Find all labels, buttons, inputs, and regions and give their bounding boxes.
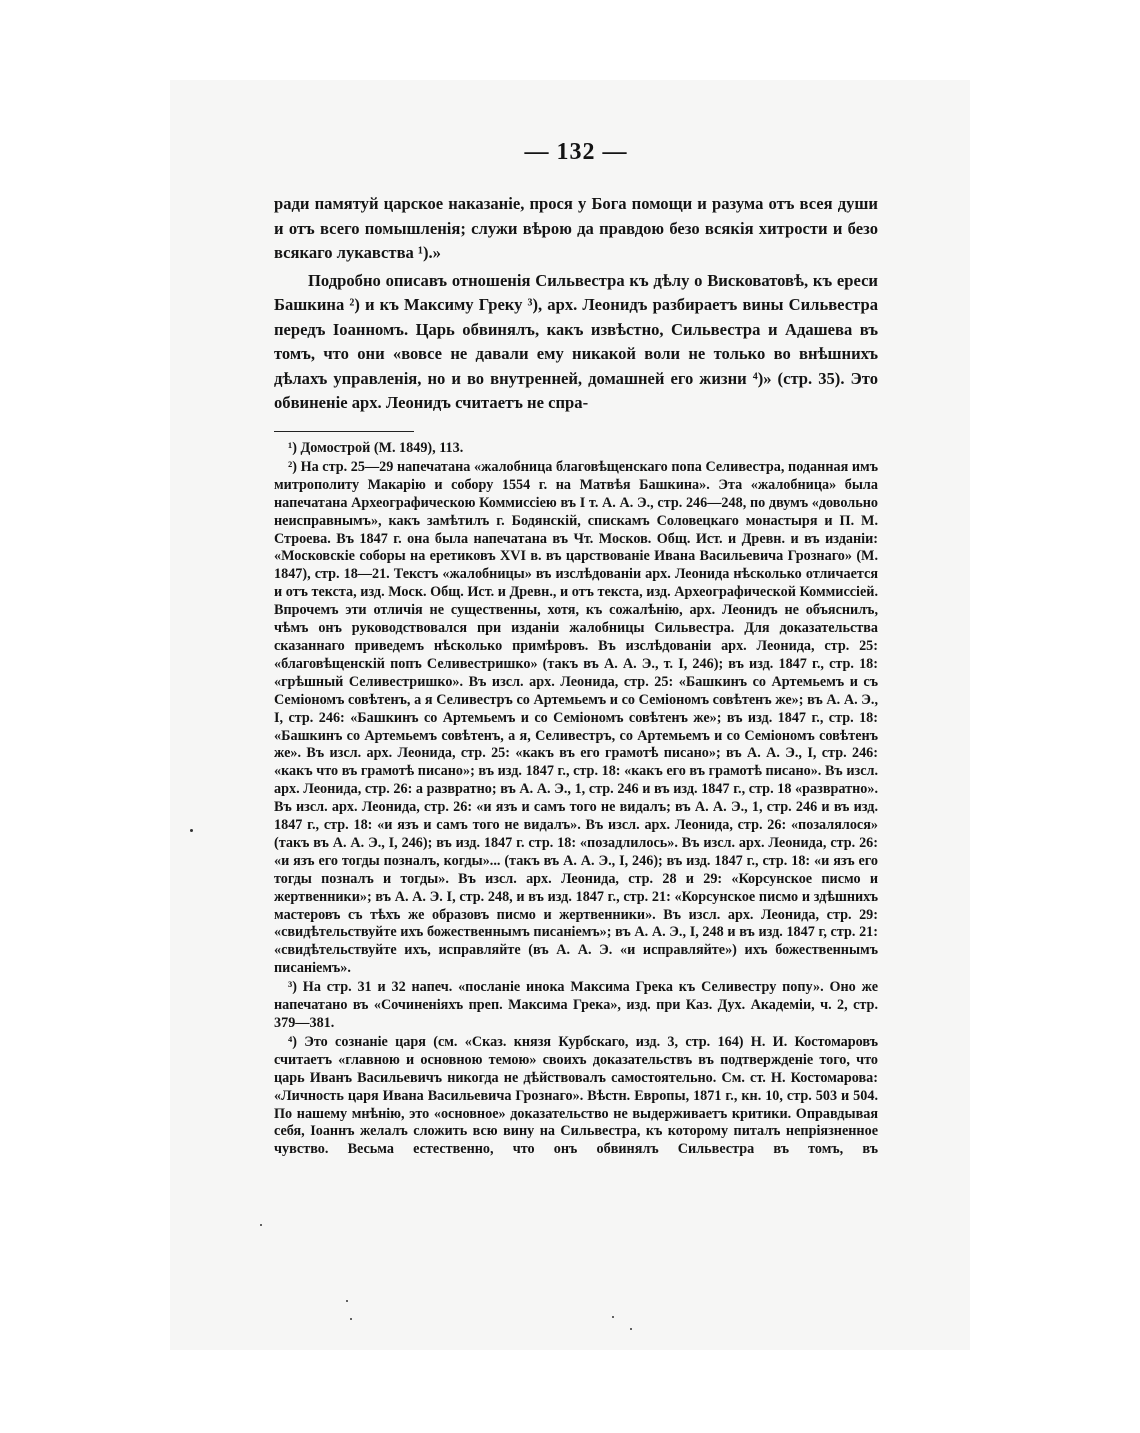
footnote-4: ⁴) Это сознаніе царя (см. «Сказ. князя Курбскаго, изд. 3, стр. 164) Н. И. Костомаровъ считаетъ «главною и основною темою» своихъ доказательствъ въ подтвержденіе того, что царь Иванъ Васильевичъ никогда не дѣйствовалъ самостоятельно. См. ст. Н. Костомарова: «Личность царя Ивана Васильевича Грознаго». Вѣстн. Европы, 1871 г., кн. 10, стр. 503 и 504. По нашему мнѣнію, это «основное» доказательство не выдерживаетъ критики. Оправдывая себя, Іоаннъ желалъ сложить всю вину на Сильвестра, къ которому питалъ непріязненное чувство. Весьма естественно, что онъ обвинялъ Сильвестра въ томъ, въ <box>274 1033 878 1158</box>
scan-speck <box>190 829 193 832</box>
page-number: — 132 — <box>524 139 628 165</box>
body-text <box>274 192 878 416</box>
scan-speck <box>260 1224 262 1226</box>
scan-speck <box>346 1300 348 1302</box>
paragraph-1: ради памятуй царское наказаніе, прося у Бога помощи и разума отъ всея души и отъ всего помышленія; служи вѣрою да правдою безо всякія хитрости и безо всякаго лукавства ¹).» <box>274 194 878 262</box>
footnote-1: ¹) Домострой (М. 1849), 113. <box>288 440 464 456</box>
footnote-2: ²) На стр. 25—29 напечатана «жалобница благовѣщенскаго попа Селивестра, поданная имъ митрополиту Макарію и собору 1554 г. на Матвѣя Башкина». Эта «жалобница» была напечатана Археографическою Коммиссіею въ I т. А. А. Э., стр. 246—248, по двумъ «довольно неисправнымъ», какъ замѣтилъ г. Бодянскій, спискамъ Соловецкаго монастыря и П. М. Строева. Въ 1847 г. она была напечатана въ Чт. Москов. Общ. Ист. и Древн. и въ изданіи: «Московскіе соборы на еретиковъ XVI в. въ царствованіе Ивана Васильевича Грознаго» (М. 1847), стр. 18—21. Текстъ «жалобницы» въ изслѣдованіи арх. Леонида нѣсколько отличается и отъ текста, изд. Моск. Общ. Ист. и Древн., и отъ текста, изд. Археографической Коммиссіей. Впрочемъ эти отличія не существенны, хотя, къ сожалѣнію, арх. Леонидъ не объяснилъ, чѣмъ онъ руководствовался при изданіи жалобницы Сильвестра. Для доказательства сказаннаго приведемъ нѣсколько примѣровъ. Въ изслѣдованіи арх. Леонида, стр. 25: «благовѣщенскій попъ Селивестришко» (такъ въ А. А. Э., т. I, 246); въ изд. 1847 г., стр. 18: «грѣшный Селивестришко». Въ изсл. арх. Леонида, стр. 25: «Башкинъ со Артемьемъ и съ Семіономъ совѣтенъ, а я Селивестръ со Артемьемъ и со Семіономъ совѣтенъ же»; въ А. А. Э., I, стр. 246: «Башкинъ со Артемьемъ и со Семіономъ совѣтенъ же»; въ изд. 1847 г., стр. 18: «Башкинъ со Артемьемъ совѣтенъ, а я, Селивестръ, со Артемьемъ и со Семіономъ совѣтенъ же». Въ изсл. арх. Леонида, стр. 25: «какъ въ его грамотѣ писано»; въ А. А. Э., I, стр. 246: «какъ что въ грамотѣ писано»; въ изд. 1847 г., стр. 18: «какъ его въ грамотѣ писано». Въ изсл. арх. Леонида, стр. 26: а развратно; въ А. А. Э., 1, стр. 246 и въ изд. 1847 г., стр. 18 «развратно». Въ изсл. арх. Леонида, стр. 26: «и язъ и самъ того не видалъ; въ А. А. Э., 1, стр. 246 и въ изд. 1847 г., стр. 18: «и язъ и самъ того не видалъ». Въ изсл. арх. Леонида, стр. 26: «позалялося» (такъ въ А. А. Э., I, 246); въ изд. 1847 г. стр. 18: «позадлилось». Въ изсл. арх. Леонида, стр. 26: «и язъ его тогды позналъ, когды»... (такъ въ А. А. Э., I, 246); въ изд. 1847 г., стр. 18: «и язъ его тогды позналъ и тогды». Въ изсл. арх. Леонида, стр. 28 и 29: «Корсунское писмо и жертвенники»; въ А. А. Э. I, стр. 248, и въ изд. 1847 г., стр. 21: «Корсунское писмо и здѣшнихъ мастеровъ съ тѣхъ же образовъ писмо и жертвенники». Въ изсл. арх. Леонида, стр. 29: «свидѣтельствуйте ихъ божественнымъ писаніемъ»; въ А. А. Э., I, 248 и въ изд. 1847 г, стр. 21: «свидѣтельствуйте ихъ, исправляйте (въ А. А. Э. «и исправляйте») ихъ божественнымъ писаніемъ». <box>274 458 878 977</box>
scan-speck <box>612 1316 614 1318</box>
scan-speck <box>630 1328 632 1330</box>
paragraph-2: Подробно описавъ отношенія Сильвестра къ дѣлу о Висковатовѣ, къ ереси Башкина ²) и къ Максиму Греку ³), арх. Леонидъ разбираетъ вины Сильвестра передъ Іоанномъ. Царь обвинялъ, какъ извѣстно, Сильвестра и Адашева въ томъ, что они «вовсе не давали ему никакой воли не только во внѣшнихъ дѣлахъ управленія, но и во внутренней, домашней его жизни ⁴)» (стр. 35). Это обвиненіе арх. Леонидъ считаетъ не спра- <box>274 270 878 412</box>
footnotes <box>274 440 878 1159</box>
scan-speck <box>350 1318 352 1320</box>
footnote-separator <box>274 431 414 432</box>
footnote-3: ³) На стр. 31 и 32 напеч. «посланіе инока Максима Грека къ Селивестру попу». Оно же напечатано въ «Сочиненіяхъ преп. Максима Грека», изд. при Каз. Дух. Академіи, ч. 2, стр. 379—381. <box>274 979 878 1031</box>
